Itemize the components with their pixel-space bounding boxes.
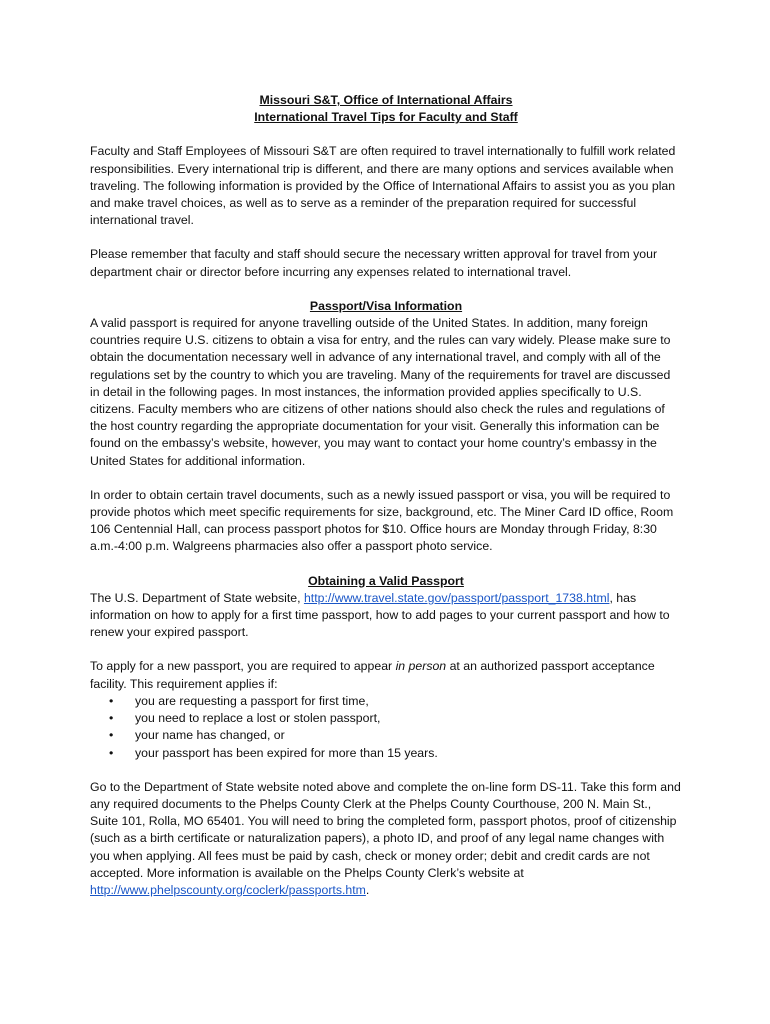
list-item: • your passport has been expired for more than 15 years. (135, 745, 682, 762)
approval-paragraph: Please remember that faculty and staff should secure the necessary written approval for travel from your department chair or director before incurring any expenses related to international travel. (90, 247, 658, 279)
phelps-county-link[interactable]: http://www.phelpscounty.org/coclerk/passports.htm (90, 882, 366, 897)
state-department-link[interactable]: http://www.travel.state.gov/passport/passport_1738.html (303, 590, 610, 605)
list-item: • you are requesting a passport for first time, (135, 693, 682, 710)
in-person-requirements-list (90, 693, 682, 762)
list-item: • you need to replace a lost or stolen passport, (135, 710, 682, 727)
intro-paragraph: Faculty and Staff Employees of Missouri S&T are often required to travel internationally to fulfill work related responsibilities. Every international trip is different, and there are many options and services available when traveling. The following information is provided by the Office of International Affairs to assist you as you plan and make travel choices, as well as to serve as a reminder of the preparation required for successful international travel. (90, 144, 676, 228)
document-title-office: Missouri S&T, Office of International Affairs (259, 93, 513, 107)
document-title-tips: International Travel Tips for Faculty and Staff (254, 110, 518, 125)
document-page (90, 92, 682, 899)
in-person-emphasis: in person (395, 659, 447, 674)
state-department-paragraph (90, 590, 682, 642)
in-person-paragraph (90, 658, 682, 692)
state-department-text: The U.S. Department of State website, (90, 590, 304, 605)
in-person-text-after: at an authorized passport acceptance facility. This requirement applies if: (90, 659, 655, 691)
state-department-text-after: , has information on how to apply for a first time passport, how to add pages to your current passport and how to renew your expired passport. (90, 590, 670, 640)
list-item: • your name has changed, or (135, 727, 682, 744)
passport-photos-paragraph: In order to obtain certain travel documents, such as a newly issued passport or visa, you will be required to provide photos which meet specific requirements for size, background, etc. The Miner Card ID office, Room 106 Centennial Hall, can process passport photos for $10. Office hours are Monday through Friday, 8:30 a.m.-4:00 p.m. Walgreens pharmacies also offer a passport photo service. (90, 487, 674, 554)
passport-visa-heading: Passport/Visa Information (309, 298, 463, 313)
in-person-text: To apply for a new passport, you are required to appear (90, 659, 396, 674)
county-clerk-paragraph (90, 779, 682, 899)
passport-visa-paragraph: A valid passport is required for anyone travelling outside of the United States. In addition, many foreign countries require U.S. citizens to obtain a visa for entry, and the rules can vary widely. Please make sure to obtain the documentation necessary well in advance of any international travel, and comply with all of the regulations set by the country to which you are traveling. Many of the requirements for travel are discussed in detail in the following pages. In most instances, the information provided applies specifically to U.S. citizens. Faculty members who are citizens of other nations should also check the rules and regulations of the host country regarding the appropriate documentation for your visit. Generally this information can be found on the embassy’s website, however, you may want to contact your home country’s embassy in the United States for additional information. (90, 316, 671, 468)
county-clerk-text-after: . (365, 882, 370, 897)
county-clerk-text: Go to the Department of State website noted above and complete the on-line form DS-11. Take this form and any required documents to the Phelps County Clerk at the Phelps County Courthouse, 200 N. Main St., Suite 101, Rolla, MO 65401. You will need to bring the completed form, passport photos, proof of citizenship (such as a birth certificate or naturalization papers), a photo ID, and proof of any legal name changes with you when applying. All fees must be paid by cash, check or money order; debit and credit cards are not accepted. More information is available on the Phelps County Clerk’s website at (90, 779, 681, 880)
valid-passport-heading: Obtaining a Valid Passport (308, 573, 464, 588)
